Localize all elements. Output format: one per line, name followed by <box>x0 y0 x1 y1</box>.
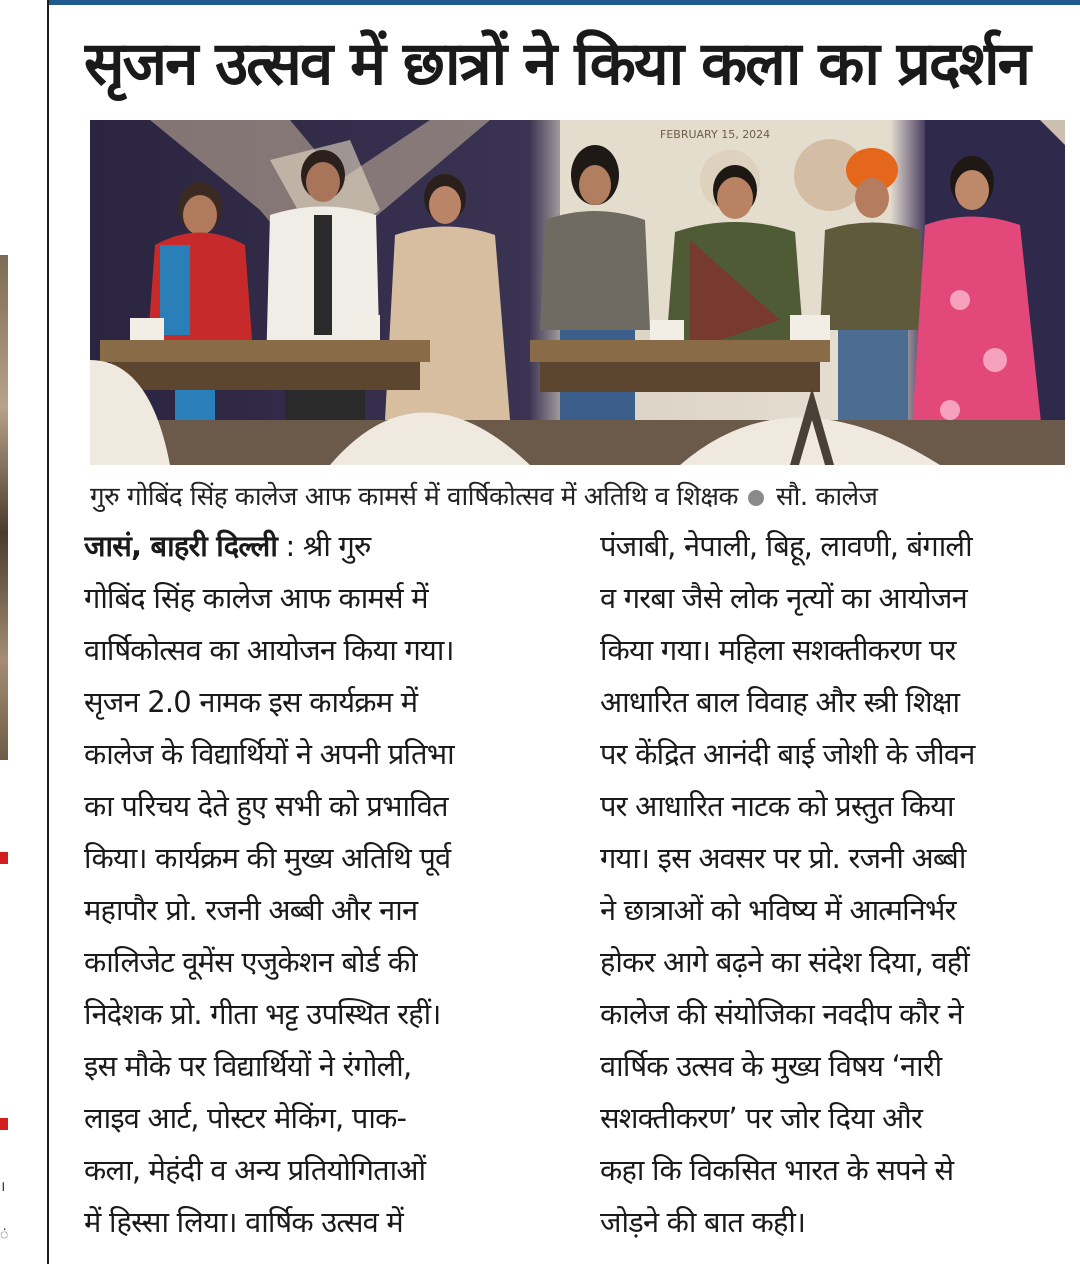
adjacent-article-fragment <box>0 0 48 1264</box>
body-column-right <box>600 520 1078 1248</box>
body-line: सृजन 2.0 नामक इस कार्यक्रम में <box>84 685 418 719</box>
photo-caption <box>90 474 1065 520</box>
body-line: वार्षिकोत्सव का आयोजन किया गया। <box>84 633 454 667</box>
event-photo-illustration <box>90 120 1065 465</box>
body-line: में हिस्सा लिया। वार्षिक उत्सव में <box>84 1205 403 1239</box>
dateline: जासं, बाहरी दिल्ली <box>84 529 278 563</box>
body-line: जोड़ने की बात कही। <box>600 1205 806 1239</box>
body-line: कला, मेहंदी व अन्य प्रतियोगिताओं <box>84 1153 426 1187</box>
body-first-line <box>84 520 562 572</box>
adjacent-red-marker <box>0 852 8 864</box>
body-line: पंजाबी, नेपाली, बिहू, लावणी, बंगाली <box>600 529 972 563</box>
body-line: कालेज के विद्यार्थियों ने अपनी प्रतिभा <box>84 737 454 771</box>
body-column-left <box>84 520 562 1248</box>
body-line: गया। इस अवसर पर प्रो. रजनी अब्बी <box>600 841 966 875</box>
body-line: का परिचय देते हुए सभी को प्रभावित <box>84 789 448 823</box>
column-divider <box>47 0 49 1264</box>
body-line: आधारित बाल विवाह और स्त्री शिक्षा <box>600 685 960 719</box>
body-lead-in: : श्री गुरु <box>277 529 371 563</box>
body-line: गोबिंद सिंह कालेज आफ कामर्स में <box>84 581 428 615</box>
headline: सृजन उत्सव में छात्रों ने किया कला का प्रदर्शन <box>84 29 1029 99</box>
body-line: लाइव आर्ट, पोस्टर मेकिंग, पाक- <box>84 1101 407 1135</box>
body-line: ने छात्राओं को भविष्य में आत्मनिर्भर <box>600 893 956 927</box>
body-line: किया गया। महिला सशक्तीकरण पर <box>600 633 956 667</box>
caption-text: गुरु गोबिंद सिंह कालेज आफ कामर्स में वार्षिकोत्सव में अतिथि व शिक्षक <box>90 482 739 512</box>
body-line: वार्षिक उत्सव के मुख्य विषय ‘नारी <box>600 1049 942 1083</box>
body-line: निदेशक प्रो. गीता भट्ट उपस्थित रहीं। <box>84 997 441 1031</box>
body-line: कालिजेट वूमेंस एजुकेशन बोर्ड की <box>84 945 417 979</box>
caption-credit: सौ. कालेज <box>776 482 878 512</box>
adjacent-photo-edge <box>0 255 8 760</box>
photo-banner-text: FEBRUARY 15, 2024 <box>660 128 771 141</box>
adjacent-text-fragment: । <box>0 1179 6 1195</box>
body-line: सशक्तीकरण’ पर जोर दिया और <box>600 1101 923 1135</box>
adjacent-text-fragment: ं <box>0 1227 9 1243</box>
body-line: होकर आगे बढ़ने का संदेश दिया, वहीं <box>600 945 969 979</box>
body-line: पर आधारित नाटक को प्रस्तुत किया <box>600 789 954 823</box>
top-blue-rule <box>49 0 1080 5</box>
body-line: कालेज की संयोजिका नवदीप कौर ने <box>600 997 963 1031</box>
event-photo <box>90 120 1065 465</box>
body-line: पर केंद्रित आनंदी बाई जोशी के जीवन <box>600 737 975 771</box>
body-line: कहा कि विकसित भारत के सपने से <box>600 1153 954 1187</box>
caption-bullet-icon <box>748 490 764 506</box>
body-line: इस मौके पर विद्यार्थियों ने रंगोली, <box>84 1049 412 1083</box>
body-line: महापौर प्रो. रजनी अब्बी और नान <box>84 893 418 927</box>
adjacent-red-marker <box>0 1118 8 1130</box>
body-line: व गरबा जैसे लोक नृत्यों का आयोजन <box>600 581 967 615</box>
body-line: किया। कार्यक्रम की मुख्य अतिथि पूर्व <box>84 841 451 875</box>
